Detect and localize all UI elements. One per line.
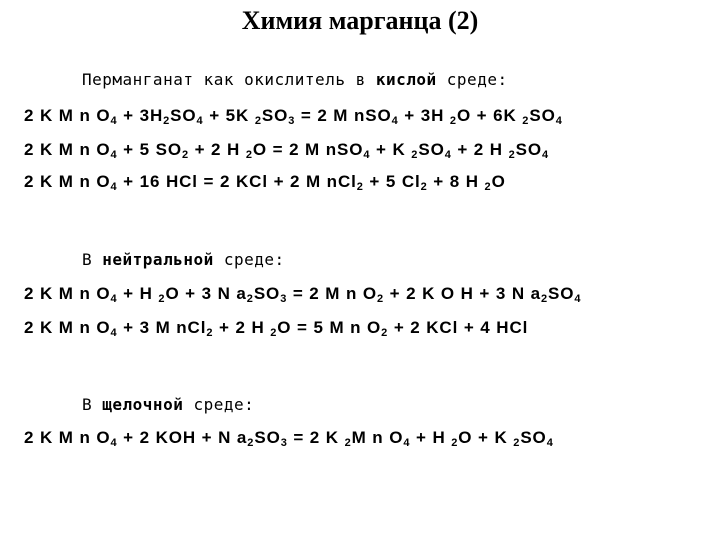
subscript: 4: [555, 115, 563, 127]
subscript: 2: [206, 327, 214, 339]
formula-text: SO: [253, 284, 281, 303]
subscript: 4: [574, 293, 582, 305]
subscript: 4: [542, 149, 550, 161]
formula-text: = 2 K: [287, 428, 345, 447]
formula-text: SO: [418, 140, 445, 159]
formula-text: SO: [515, 140, 542, 159]
subscript: 2: [449, 115, 457, 127]
formula-text: + 3H: [398, 106, 450, 125]
subscript: 4: [363, 149, 371, 161]
subscript: 2: [522, 115, 530, 127]
formula-text: O: [491, 172, 506, 191]
subscript: 2: [245, 149, 253, 161]
formula-text: + 5 Cl: [363, 172, 421, 191]
subscript: 3: [280, 293, 288, 305]
equation: [24, 284, 581, 304]
formula-text: SO: [520, 428, 547, 447]
formula-text: + K: [370, 140, 412, 159]
formula-text: = 2 M nSO: [295, 106, 392, 125]
heading-text: среде:: [436, 70, 508, 89]
formula-text: = 2 M n O: [287, 284, 377, 303]
formula-text: 2 K M n O: [24, 428, 111, 447]
formula-text: O + 6K: [456, 106, 523, 125]
subscript: 2: [381, 327, 389, 339]
subscript: 4: [110, 181, 118, 193]
subscript: 4: [110, 115, 118, 127]
section-heading-alkaline: [82, 395, 254, 414]
subscript: 4: [110, 327, 118, 339]
subscript: 2: [513, 437, 521, 449]
subscript: 4: [110, 437, 118, 449]
subscript: 2: [163, 115, 171, 127]
subscript: 2: [246, 293, 254, 305]
heading-text: среде:: [183, 395, 255, 414]
formula-text: + 3 M nCl: [117, 318, 207, 337]
formula-text: + 2 K O H + 3 N a: [384, 284, 542, 303]
heading-emphasis: кислой: [375, 70, 437, 89]
subscript: 2: [254, 115, 262, 127]
formula-text: + 2 H: [188, 140, 246, 159]
equation: [24, 172, 506, 192]
formula-text: + H: [410, 428, 452, 447]
formula-text: 2 K M n O: [24, 140, 111, 159]
section-heading-acidic: [82, 70, 508, 89]
subscript: 2: [484, 181, 492, 193]
formula-text: M n O: [351, 428, 404, 447]
heading-text: В: [82, 250, 103, 269]
subscript: 3: [288, 115, 296, 127]
subscript: 2: [344, 437, 352, 449]
subscript: 4: [391, 115, 399, 127]
subscript: 2: [420, 181, 428, 193]
heading-emphasis: нейтральной: [102, 250, 214, 269]
subscript: 2: [377, 293, 385, 305]
formula-text: 2 K M n O: [24, 318, 111, 337]
formula-text: + 2 KOH + N a: [117, 428, 248, 447]
subscript: 2: [270, 327, 278, 339]
heading-text: Перманганат как окислитель в: [82, 70, 376, 89]
heading-text: среде:: [213, 250, 285, 269]
formula-text: + 8 H: [427, 172, 485, 191]
page-title: Химия марганца (2): [241, 6, 479, 35]
subscript: 4: [110, 293, 118, 305]
subscript: 3: [280, 437, 288, 449]
subscript: 4: [110, 149, 118, 161]
subscript: 2: [411, 149, 419, 161]
formula-text: + 16 HCl = 2 KCl + 2 M nCl: [117, 172, 357, 191]
formula-text: 2 K M n O: [24, 106, 111, 125]
heading-emphasis: щелочной: [102, 395, 184, 414]
formula-text: + 2 H: [213, 318, 271, 337]
formula-text: + 2 H: [451, 140, 509, 159]
subscript: 4: [403, 437, 411, 449]
formula-text: + H: [117, 284, 159, 303]
subscript: 4: [196, 115, 204, 127]
formula-text: + 5K: [203, 106, 255, 125]
formula-text: SO: [261, 106, 289, 125]
subscript: 2: [508, 149, 516, 161]
formula-text: O + 3 N a: [165, 284, 247, 303]
section-heading-neutral: [82, 250, 285, 269]
formula-text: + 3H: [117, 106, 164, 125]
subscript: 2: [158, 293, 166, 305]
equation: [24, 140, 549, 160]
subscript: 2: [181, 149, 189, 161]
subscript: 2: [356, 181, 364, 193]
heading-text: В: [82, 395, 103, 414]
subscript: 4: [546, 437, 554, 449]
equation: [24, 106, 563, 126]
equation: [24, 318, 528, 338]
subscript: 2: [451, 437, 459, 449]
formula-text: SO: [254, 428, 281, 447]
subscript: 4: [444, 149, 452, 161]
formula-text: 2 K M n O: [24, 284, 111, 303]
formula-text: + 2 KCl + 4 HCl: [388, 318, 529, 337]
formula-text: + 5 SO: [117, 140, 182, 159]
equation: [24, 428, 554, 448]
formula-text: SO: [170, 106, 197, 125]
subscript: 2: [247, 437, 255, 449]
formula-text: 2 K M n O: [24, 172, 111, 191]
formula-text: O = 2 M nSO: [252, 140, 364, 159]
formula-text: O = 5 M n O: [277, 318, 382, 337]
formula-text: O + K: [458, 428, 514, 447]
formula-text: SO: [548, 284, 575, 303]
subscript: 2: [541, 293, 549, 305]
formula-text: SO: [529, 106, 556, 125]
